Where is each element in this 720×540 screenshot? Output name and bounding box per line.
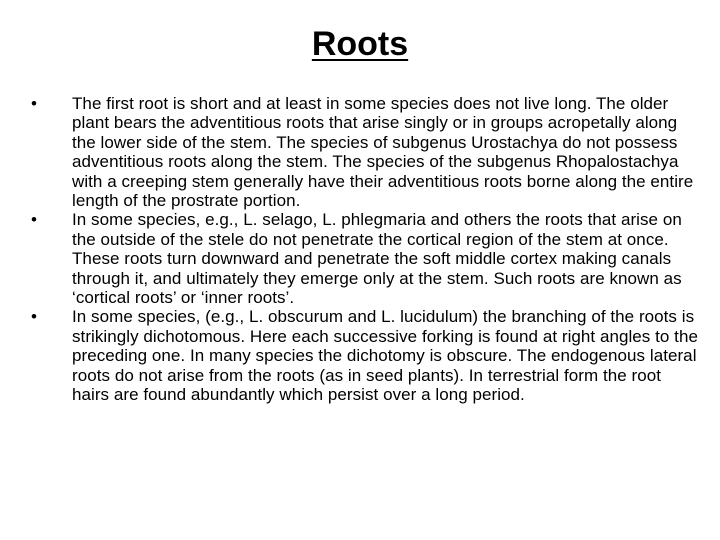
bullet-item	[28, 94, 700, 210]
bullet-icon: •	[31, 210, 38, 230]
bullet-text: The first root is short and at least in some species does not live long. The older plant bears the adventitious roots that arise singly or in groups acropetally along the lower side of the stem. The species of subgenus Urostachya do not possess adventitious roots along the stem. The species of the subgenus Rhopalostachya with a creeping stem generally have their adventitious roots borne along the entire length of the prostrate portion.	[72, 94, 694, 211]
bullet-list	[28, 94, 700, 405]
slide-title: Roots	[311, 25, 409, 63]
bullet-icon: •	[31, 307, 38, 327]
bullet-item	[28, 307, 700, 404]
bullet-text: In some species, (e.g., L. obscurum and L. lucidulum) the branching of the roots is strikingly dichotomous. Here each successive forking is found at right angles to the preceding one. In many species the dichotomy is obscure. The endogenous lateral roots do not arise from the roots (as in seed plants). In terrestrial form the root hairs are found abundantly which persist over a long period.	[72, 307, 698, 405]
bullet-text: In some species, e.g., L. selago, L. phlegmaria and others the roots that arise on the outside of the stele do not penetrate the cortical region of the stem at once. These roots turn downward and penetrate the soft middle cortex making canals through it, and ultimately they emerge only at the stem. Such roots are known as ‘cortical roots’ or ‘inner roots’.	[72, 210, 682, 308]
bullet-item	[28, 210, 700, 307]
bullet-icon: •	[31, 94, 38, 113]
